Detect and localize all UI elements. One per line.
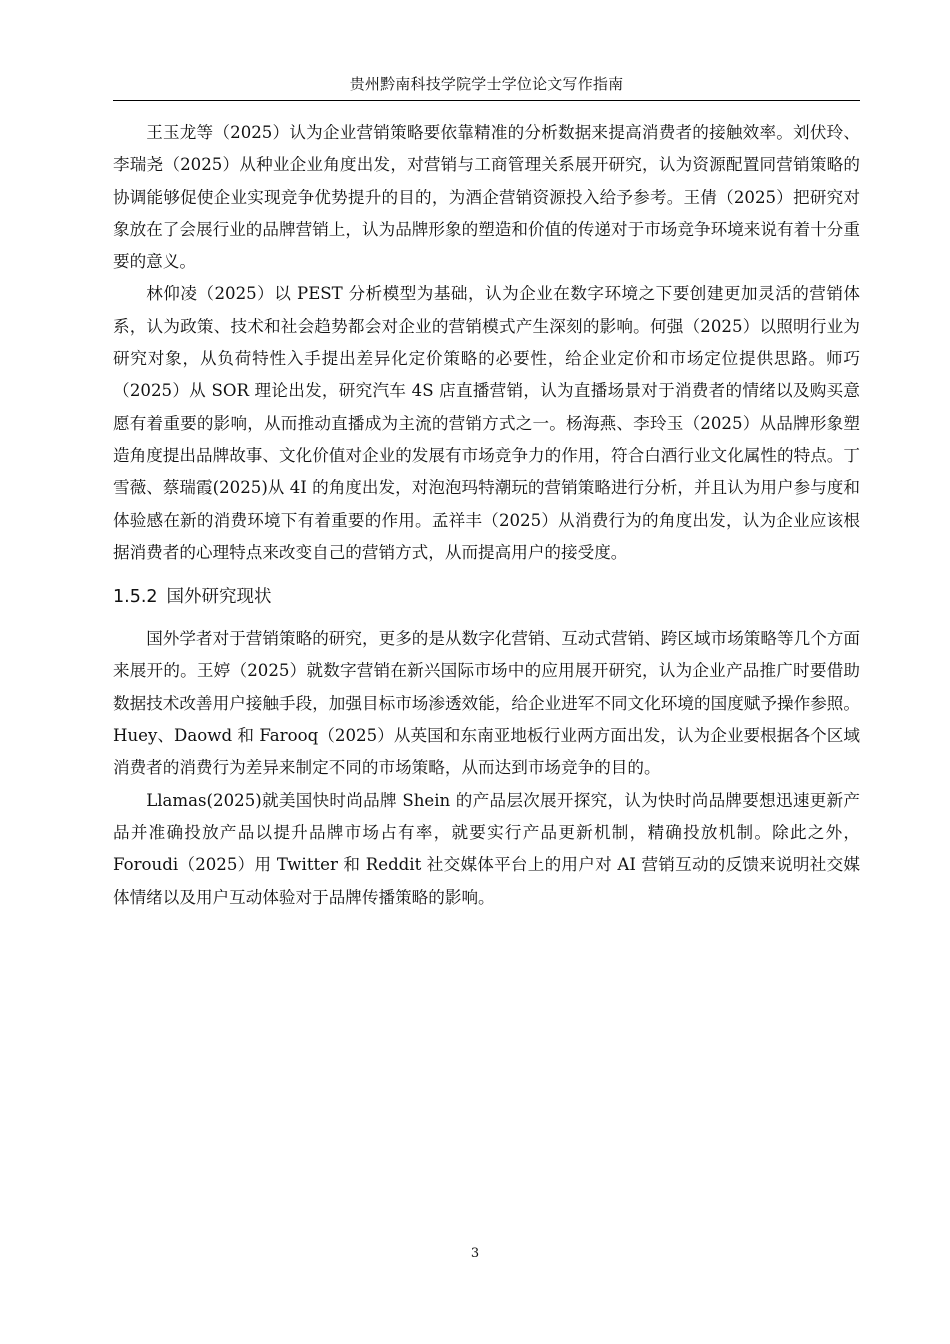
paragraph-domestic-1: 王玉龙等（2025）认为企业营销策略要依靠精准的分析数据来提高消费者的接触效率。刘伏玲、李瑞尧（2025）从种业企业角度出发，对营销与工商管理关系展开研究，认为资源配置同营销策略的协调能够促使企业实现竞争优势提升的目的，为酒企营销资源投入给予参考。王倩（2025）把研究对象放在了会展行业的品牌营销上，认为品牌形象的塑造和价值的传递对于市场竞争环境来说有着十分重要的意义。 <box>113 123 860 272</box>
running-header: 贵州黔南科技学院学士学位论文写作指南 <box>349 75 624 93</box>
header-rule <box>113 100 860 101</box>
section-heading <box>113 581 860 613</box>
section-number: 1.5.2 <box>113 587 158 608</box>
page-number: 3 <box>470 1246 480 1261</box>
paragraph-foreign-2: Llamas(2025)就美国快时尚品牌 Shein 的产品层次展开探究，认为快时尚品牌要想迅速更新产品并准确投放产品以提升品牌市场占有率，就要实行产品更新机制，精确投放机制。除此之外，Foroudi（2025）用 Twitter 和 Reddit 社交媒体平台上的用户对 AI 营销互动的反馈来说明社交媒体情绪以及用户互动体验对于品牌传播策略的影响。 <box>113 790 860 907</box>
section-title: 国外研究现状 <box>166 587 272 608</box>
paragraph-domestic-2: 林仰凌（2025）以 PEST 分析模型为基础，认为企业在数字环境之下要创建更加灵活的营销体系，认为政策、技术和社会趋势都会对企业的营销模式产生深刻的影响。何强（2025）以照明行业为研究对象，从负荷特性入手提出差异化定价策略的必要性，给企业定价和市场定位提供思路。师巧（2025）从 SOR 理论出发，研究汽车 4S 店直播营销，认为直播场景对于消费者的情绪以及购买意愿有着重要的影响，从而推动直播成为主流的营销方式之一。杨海燕、李玲玉（2025）从品牌形象塑造角度提出品牌故事、文化价值对企业的发展有市场竞争力的作用，符合白酒行业文化属性的特点。丁雪薇、蔡瑞霞(2025)从 4I 的角度出发，对泡泡玛特潮玩的营销策略进行分析，并且认为用户参与度和体验感在新的消费环境下有着重要的作用。孟祥丰（2025）从消费行为的角度出发，认为企业应该根据消费者的心理特点来改变自己的营销方式，从而提高用户的接受度。 <box>113 284 860 562</box>
paragraph-foreign-1: 国外学者对于营销策略的研究，更多的是从数字化营销、互动式营销、跨区域市场策略等几个方面来展开的。王婷（2025）就数字营销在新兴国际市场中的应用展开研究，认为企业产品推广时要借助数据技术改善用户接触手段，加强目标市场渗透效能，给企业进军不同文化环境的国度赋予操作参照。Huey、Daowd 和 Farooq（2025）从英国和东南亚地板行业两方面出发，认为企业要根据各个区域消费者的消费行为差异来制定不同的市场策略，从而达到市场竞争的目的。 <box>113 629 860 778</box>
body-text <box>113 117 860 914</box>
